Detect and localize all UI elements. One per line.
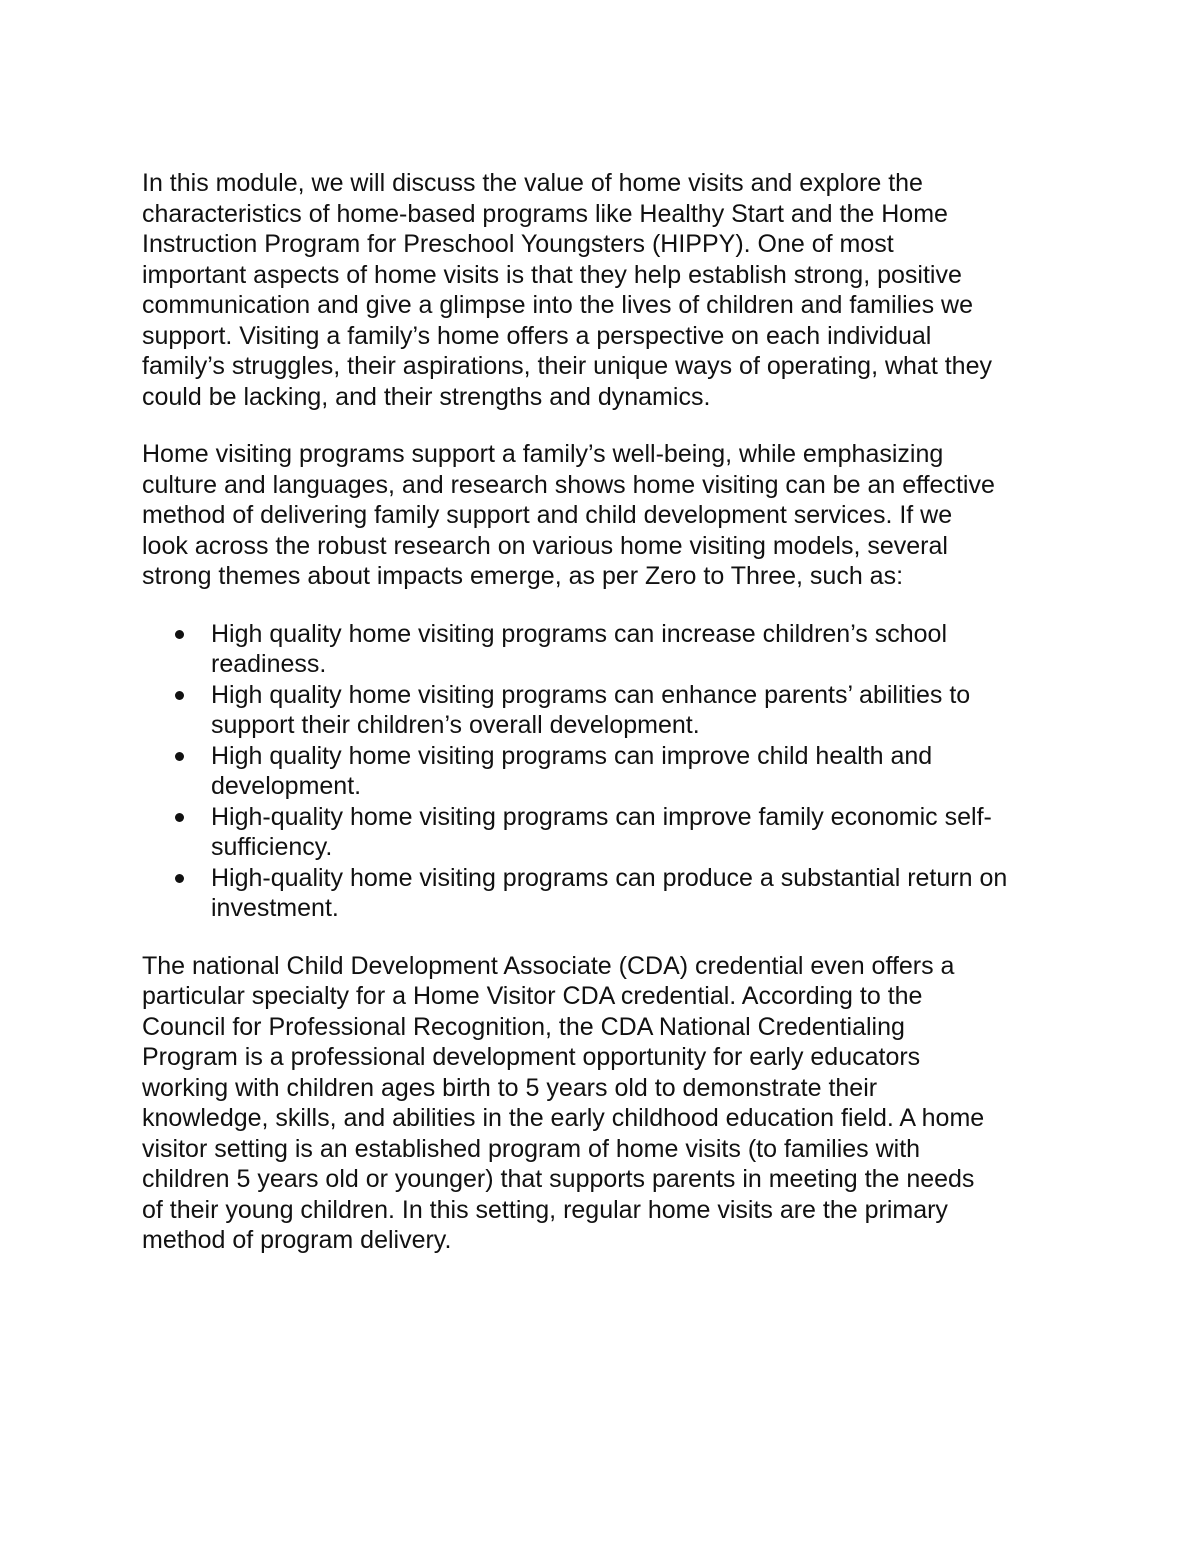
bullet-icon: [175, 874, 184, 883]
bullet-icon: [175, 691, 184, 700]
list-item: [211, 802, 1072, 863]
bullet-icon: [175, 630, 184, 639]
list-item: [211, 680, 1072, 741]
list-item-text: High quality home visiting programs can improve child health and development.: [211, 741, 933, 800]
list-item: [211, 619, 1072, 680]
list-item-text: High quality home visiting programs can enhance parents’ abilities to support their children’s overall development.: [211, 680, 971, 739]
bullet-icon: [175, 752, 184, 761]
bullet-icon: [175, 813, 184, 822]
list-item: [211, 741, 1072, 802]
impact-bullet-list: [142, 619, 1072, 924]
paragraph-home-visiting: Home visiting programs support a family’s well-being, while emphasizing culture and languages, and research shows home visiting can be an effective method of delivering family support and child development services. If we look across the robust research on various home visiting models, several strong themes about impacts emerge, as per Zero to Three, such as:: [142, 440, 995, 590]
document-body: [142, 168, 1072, 1256]
list-item: [211, 863, 1072, 924]
paragraph-cda-credential: The national Child Development Associate (CDA) credential even offers a particular specialty for a Home Visitor CDA credential. According to the Council for Professional Recognition, the CDA National Credentialing Program is a professional development opportunity for early educators working with children ages birth to 5 years old to demonstrate their knowledge, skills, and abilities in the early childhood education field. A home visitor setting is an established program of home visits (to families with children 5 years old or younger) that supports parents in meeting the needs of their young children. In this setting, regular home visits are the primary method of program delivery.: [142, 951, 985, 1254]
list-item-text: High-quality home visiting programs can improve family economic self- sufficiency.: [211, 802, 992, 861]
paragraph-intro: In this module, we will discuss the value of home visits and explore the characteristics of home-based programs like Healthy Start and the Home Instruction Program for Preschool Youngsters (HIPPY). One of most important aspects of home visits is that they help establish strong, positive communication and give a glimpse into the lives of children and families we support. Visiting a family’s home offers a perspective on each individual family’s struggles, their aspirations, their unique ways of operating, what they could be lacking, and their strengths and dynamics.: [142, 169, 992, 411]
list-item-text: High quality home visiting programs can increase children’s school readiness.: [211, 619, 948, 678]
list-item-text: High-quality home visiting programs can produce a substantial return on investment.: [211, 863, 1008, 922]
